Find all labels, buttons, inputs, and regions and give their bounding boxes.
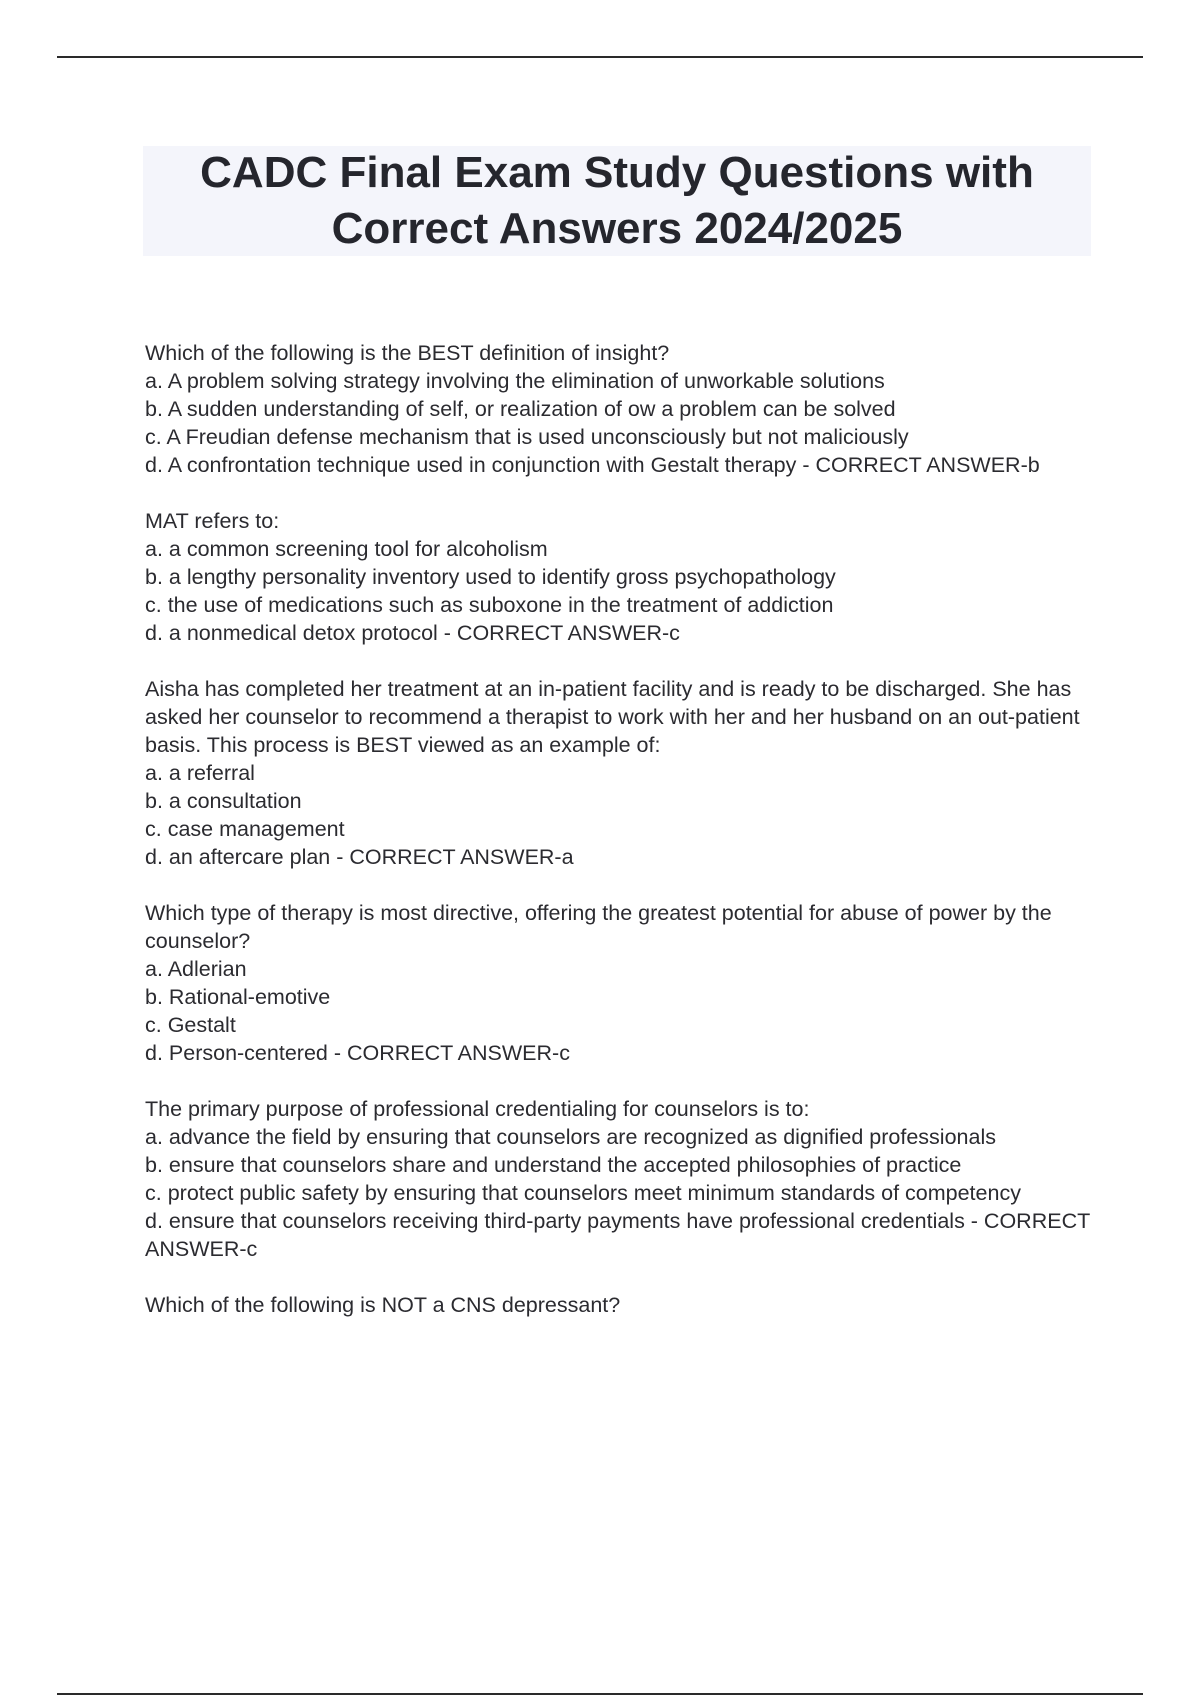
- answer-option-b: b. a consultation: [145, 789, 302, 813]
- question-text: The primary purpose of professional credentialing for counselors is to:: [145, 1097, 810, 1121]
- title-line-1: CADC Final Exam Study Questions with: [200, 148, 1034, 197]
- answer-option-d: d. an aftercare plan - CORRECT ANSWER-a: [145, 845, 574, 869]
- answer-option-d: d. ensure that counselors receiving third-party payments have professional credentials - CORRECT ANSWER-c: [145, 1209, 1090, 1261]
- question-text: Which of the following is the BEST definition of insight?: [145, 341, 670, 365]
- question-block-5: [145, 1095, 1090, 1263]
- question-text: Which type of therapy is most directive, offering the greatest potential for abuse of power by the counselor?: [145, 901, 1052, 953]
- answer-option-b: b. Rational-emotive: [145, 985, 331, 1009]
- question-block-2: [145, 507, 1090, 647]
- answer-option-c: c. case management: [145, 817, 345, 841]
- question-block-4: [145, 899, 1090, 1067]
- answer-option-b: b. a lengthy personality inventory used to identify gross psychopathology: [145, 565, 836, 589]
- question-text: Aisha has completed her treatment at an in-patient facility and is ready to be discharged. She has asked her counselor to recommend a therapist to work with her and her husband on an out-patient basis. This process is BEST viewed as an example of:: [145, 677, 1080, 757]
- question-list: [145, 339, 1090, 1347]
- title-line-2: Correct Answers 2024/2025: [331, 204, 903, 253]
- answer-option-c: c. Gestalt: [145, 1013, 236, 1037]
- top-divider: [57, 56, 1143, 58]
- answer-option-d: d. a nonmedical detox protocol - CORRECT ANSWER-c: [145, 621, 680, 645]
- answer-option-d: d. A confrontation technique used in conjunction with Gestalt therapy - CORRECT ANSWER-b: [145, 453, 1040, 477]
- answer-option-c: c. the use of medications such as suboxone in the treatment of addiction: [145, 593, 834, 617]
- answer-option-c: c. protect public safety by ensuring that counselors meet minimum standards of competency: [145, 1181, 1021, 1205]
- answer-option-a: a. advance the field by ensuring that counselors are recognized as dignified professionals: [145, 1125, 996, 1149]
- question-text: MAT refers to:: [145, 509, 280, 533]
- answer-option-a: a. A problem solving strategy involving the elimination of unworkable solutions: [145, 369, 885, 393]
- bottom-divider: [57, 1693, 1143, 1695]
- answer-option-a: a. Adlerian: [145, 957, 247, 981]
- answer-option-d: d. Person-centered - CORRECT ANSWER-c: [145, 1041, 570, 1065]
- answer-option-b: b. ensure that counselors share and understand the accepted philosophies of practice: [145, 1153, 962, 1177]
- question-block-6: [145, 1291, 1090, 1319]
- answer-option-a: a. a referral: [145, 761, 255, 785]
- question-block-3: [145, 675, 1090, 871]
- answer-option-a: a. a common screening tool for alcoholism: [145, 537, 548, 561]
- document-title: [200, 145, 1034, 257]
- title-banner: [143, 146, 1091, 256]
- question-text: Which of the following is NOT a CNS depressant?: [145, 1293, 621, 1317]
- answer-option-b: b. A sudden understanding of self, or realization of ow a problem can be solved: [145, 397, 896, 421]
- question-block-1: [145, 339, 1090, 479]
- answer-option-c: c. A Freudian defense mechanism that is used unconsciously but not maliciously: [145, 425, 909, 449]
